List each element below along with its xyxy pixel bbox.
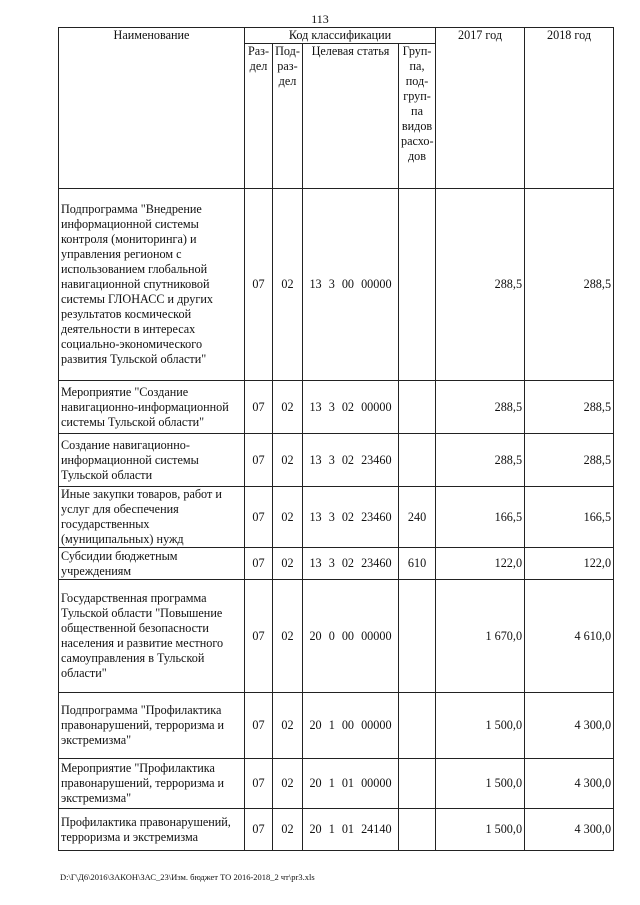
row-section: 07 bbox=[245, 487, 273, 548]
row-2018: 122,0 bbox=[525, 548, 614, 580]
row-group bbox=[399, 759, 436, 809]
budget-table bbox=[58, 27, 614, 851]
file-path-footer: D:\Г\Д6\2016\ЗАКОН\ЗАС_23\Изм. бюджет ТО 2016-2018_2 чт\pr3.xls bbox=[60, 872, 315, 882]
row-2017: 1 670,0 bbox=[436, 580, 525, 693]
row-section: 07 bbox=[245, 580, 273, 693]
row-2017: 288,5 bbox=[436, 381, 525, 434]
row-group bbox=[399, 381, 436, 434]
row-section: 07 bbox=[245, 189, 273, 381]
row-subsection: 02 bbox=[273, 759, 303, 809]
row-subsection: 02 bbox=[273, 381, 303, 434]
row-subsection: 02 bbox=[273, 487, 303, 548]
row-target: 13 3 00 00000 bbox=[303, 189, 399, 381]
header-section: Раз- дел bbox=[245, 44, 273, 189]
row-subsection: 02 bbox=[273, 189, 303, 381]
header-name: Наименование bbox=[59, 28, 245, 189]
row-section: 07 bbox=[245, 548, 273, 580]
row-2018: 288,5 bbox=[525, 434, 614, 487]
table-row bbox=[59, 759, 614, 809]
row-group bbox=[399, 809, 436, 851]
row-name: Иные закупки товаров, работ и услуг для обеспечения государственных (муниципальных) нужд bbox=[59, 487, 245, 548]
row-name: Подпрограмма "Внедрение информационной системы контроля (мониторинга) и управления регионом с использованием глобальной навигационной спутниковой системы ГЛОНАСС и других результатов космической деятельности в интересах социально-экономического развития Тульской области" bbox=[59, 189, 245, 381]
row-target: 13 3 02 23460 bbox=[303, 434, 399, 487]
row-section: 07 bbox=[245, 434, 273, 487]
row-section: 07 bbox=[245, 381, 273, 434]
row-2017: 166,5 bbox=[436, 487, 525, 548]
row-2018: 4 610,0 bbox=[525, 580, 614, 693]
row-2018: 4 300,0 bbox=[525, 809, 614, 851]
row-group: 240 bbox=[399, 487, 436, 548]
row-name: Создание навигационно-информационной системы Тульской области bbox=[59, 434, 245, 487]
table-row bbox=[59, 580, 614, 693]
row-group bbox=[399, 434, 436, 487]
row-group: 610 bbox=[399, 548, 436, 580]
row-section: 07 bbox=[245, 759, 273, 809]
table-row bbox=[59, 189, 614, 381]
table-row bbox=[59, 434, 614, 487]
row-subsection: 02 bbox=[273, 809, 303, 851]
row-2017: 1 500,0 bbox=[436, 809, 525, 851]
row-name: Мероприятие "Создание навигационно-информационной системы Тульской области" bbox=[59, 381, 245, 434]
row-group bbox=[399, 189, 436, 381]
row-2017: 288,5 bbox=[436, 434, 525, 487]
row-target: 20 1 01 24140 bbox=[303, 809, 399, 851]
row-2018: 288,5 bbox=[525, 189, 614, 381]
table-row bbox=[59, 381, 614, 434]
header-subsection: Под- раз- дел bbox=[273, 44, 303, 189]
row-target: 13 3 02 23460 bbox=[303, 487, 399, 548]
row-group bbox=[399, 693, 436, 759]
row-subsection: 02 bbox=[273, 434, 303, 487]
row-2017: 288,5 bbox=[436, 189, 525, 381]
row-group bbox=[399, 580, 436, 693]
row-2018: 4 300,0 bbox=[525, 759, 614, 809]
row-section: 07 bbox=[245, 693, 273, 759]
row-target: 20 0 00 00000 bbox=[303, 580, 399, 693]
header-2017: 2017 год bbox=[436, 28, 525, 189]
row-target: 13 3 02 00000 bbox=[303, 381, 399, 434]
row-name: Мероприятие "Профилактика правонарушений, терроризма и экстремизма" bbox=[59, 759, 245, 809]
table-row bbox=[59, 548, 614, 580]
row-2018: 288,5 bbox=[525, 381, 614, 434]
table-row bbox=[59, 693, 614, 759]
row-subsection: 02 bbox=[273, 580, 303, 693]
row-2017: 1 500,0 bbox=[436, 693, 525, 759]
header-target: Целевая статья bbox=[303, 44, 399, 189]
table-row bbox=[59, 487, 614, 548]
row-section: 07 bbox=[245, 809, 273, 851]
row-subsection: 02 bbox=[273, 693, 303, 759]
row-2018: 4 300,0 bbox=[525, 693, 614, 759]
row-name: Подпрограмма "Профилактика правонарушений, терроризма и экстремизма" bbox=[59, 693, 245, 759]
row-2018: 166,5 bbox=[525, 487, 614, 548]
row-name: Государственная программа Тульской области "Повышение общественной безопасности населения и развитие местного самоуправления в Тульской области" bbox=[59, 580, 245, 693]
row-target: 20 1 00 00000 bbox=[303, 693, 399, 759]
row-name: Профилактика правонарушений, терроризма и экстремизма bbox=[59, 809, 245, 851]
row-target: 20 1 01 00000 bbox=[303, 759, 399, 809]
row-name: Субсидии бюджетным учреждениям bbox=[59, 548, 245, 580]
header-2018: 2018 год bbox=[525, 28, 614, 189]
header-group: Груп- па, под- груп- па видов расхо- дов bbox=[399, 44, 436, 189]
table-row bbox=[59, 809, 614, 851]
header-code: Код классификации bbox=[245, 28, 436, 44]
row-target: 13 3 02 23460 bbox=[303, 548, 399, 580]
row-2017: 1 500,0 bbox=[436, 759, 525, 809]
row-2017: 122,0 bbox=[436, 548, 525, 580]
row-subsection: 02 bbox=[273, 548, 303, 580]
page-number: 113 bbox=[311, 12, 329, 26]
